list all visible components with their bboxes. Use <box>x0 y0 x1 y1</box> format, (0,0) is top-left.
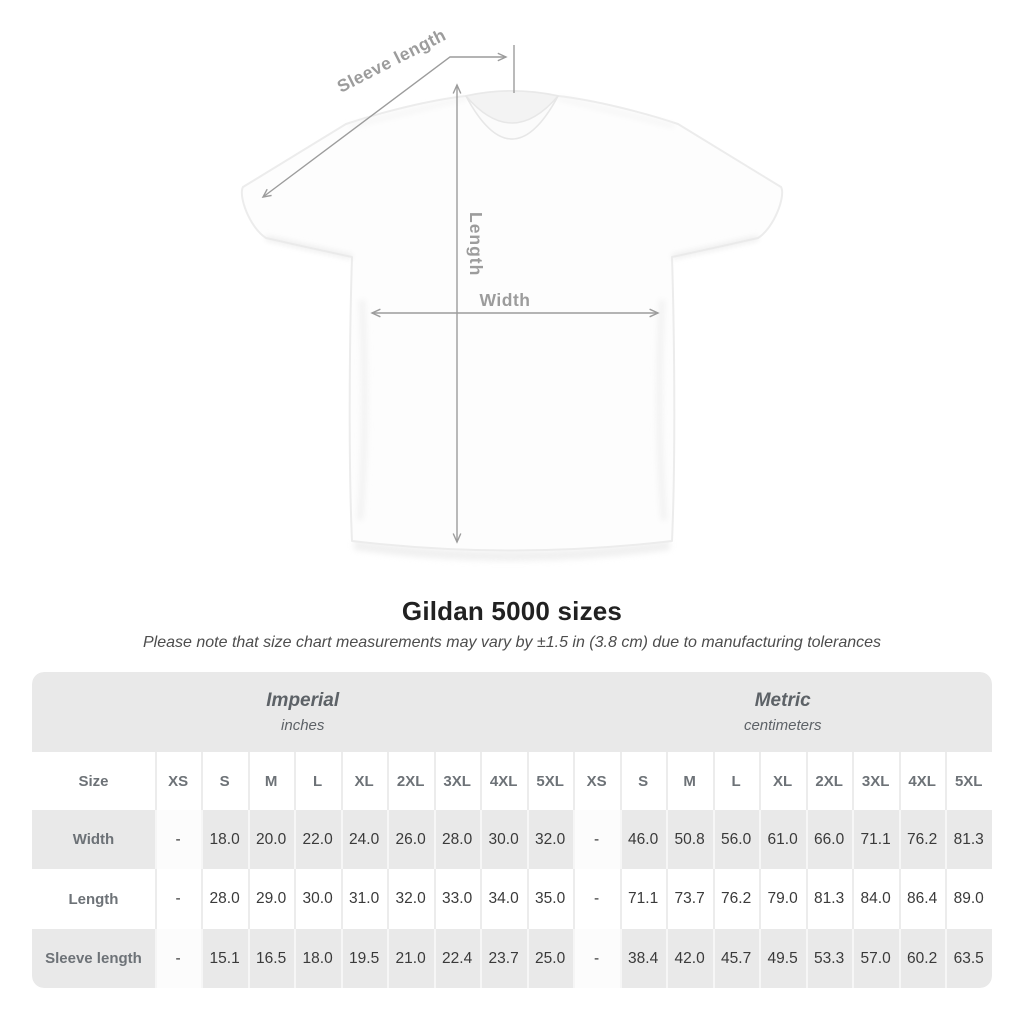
length-label: Length <box>466 212 486 277</box>
table-cell: 18.0 <box>294 929 341 988</box>
table-cell: 30.0 <box>480 810 527 869</box>
table-cell: 21.0 <box>387 929 434 988</box>
tshirt-shape <box>242 91 782 551</box>
table-cell: - <box>573 929 620 988</box>
table-cell: 35.0 <box>527 869 574 929</box>
row-label: Length <box>32 869 155 929</box>
table-cell: 34.0 <box>480 869 527 929</box>
header-cell: 3XL <box>852 752 899 810</box>
header-cell: 4XL <box>899 752 946 810</box>
header-cell: 2XL <box>387 752 434 810</box>
width-row <box>32 810 992 869</box>
imperial-group <box>32 672 573 752</box>
table-cell: 28.0 <box>201 869 248 929</box>
table-cell: 19.5 <box>341 929 388 988</box>
page-title: Gildan 5000 sizes <box>401 596 623 626</box>
table-cell: 71.1 <box>852 810 899 869</box>
table-cell: 25.0 <box>527 929 574 988</box>
table-cell: 89.0 <box>945 869 992 929</box>
table-cell: 18.0 <box>201 810 248 869</box>
table-cell: 66.0 <box>806 810 853 869</box>
table-cell: 23.7 <box>480 929 527 988</box>
header-cell: 4XL <box>480 752 527 810</box>
table-cell: 32.0 <box>387 869 434 929</box>
table-cell: - <box>155 929 202 988</box>
imperial-group-unit: inches <box>281 717 325 734</box>
header-cell: M <box>666 752 713 810</box>
table-cell: 73.7 <box>666 869 713 929</box>
imperial-group-title: Imperial <box>266 690 340 711</box>
table-cell: 24.0 <box>341 810 388 869</box>
table-cell: 50.8 <box>666 810 713 869</box>
table-cell: 29.0 <box>248 869 295 929</box>
header-cell: 2XL <box>806 752 853 810</box>
table-cell: 26.0 <box>387 810 434 869</box>
table-cell: - <box>573 869 620 929</box>
table-cell: 31.0 <box>341 869 388 929</box>
table-cell: 79.0 <box>759 869 806 929</box>
table-cell: 16.5 <box>248 929 295 988</box>
table-cell: 63.5 <box>945 929 992 988</box>
width-label: Width <box>479 290 531 310</box>
table-cell: 60.2 <box>899 929 946 988</box>
tolerance-note: Please note that size chart measurements may vary by ±1.5 in (3.8 cm) due to manufacturing tolerances <box>142 634 882 651</box>
header-cell: L <box>294 752 341 810</box>
size-table <box>32 672 992 988</box>
length-row <box>32 869 992 929</box>
header-cell: S <box>620 752 667 810</box>
table-cell: 86.4 <box>899 869 946 929</box>
table-cell: 49.5 <box>759 929 806 988</box>
header-cell: XL <box>341 752 388 810</box>
table-cell: 46.0 <box>620 810 667 869</box>
table-cell: - <box>155 869 202 929</box>
table-cell: 15.1 <box>201 929 248 988</box>
table-cell: 28.0 <box>434 810 481 869</box>
table-cell: 32.0 <box>527 810 574 869</box>
table-cell: 42.0 <box>666 929 713 988</box>
size-column-header: Size <box>32 752 155 810</box>
table-cell: 45.7 <box>713 929 760 988</box>
table-cell: 81.3 <box>806 869 853 929</box>
table-cell: - <box>573 810 620 869</box>
table-cell: 81.3 <box>945 810 992 869</box>
table-cell: 53.3 <box>806 929 853 988</box>
table-cell: 76.2 <box>713 869 760 929</box>
header-cell: L <box>713 752 760 810</box>
table-cell: 22.4 <box>434 929 481 988</box>
header-cell: 3XL <box>434 752 481 810</box>
measurements-table <box>32 752 992 988</box>
metric-group-title: Metric <box>754 690 811 711</box>
table-cell: 71.1 <box>620 869 667 929</box>
header-cell: XS <box>573 752 620 810</box>
header-cell: 5XL <box>527 752 574 810</box>
metric-group-unit: centimeters <box>743 717 822 734</box>
table-cell: 22.0 <box>294 810 341 869</box>
table-cell: 33.0 <box>434 869 481 929</box>
table-cell: 30.0 <box>294 869 341 929</box>
table-cell: 56.0 <box>713 810 760 869</box>
sleeve-length-label: Sleeve length <box>333 24 450 97</box>
table-cell: 61.0 <box>759 810 806 869</box>
table-cell: 76.2 <box>899 810 946 869</box>
table-cell: 20.0 <box>248 810 295 869</box>
table-cell: 38.4 <box>620 929 667 988</box>
unit-group-header <box>32 672 992 752</box>
row-label: Sleeve length <box>32 929 155 988</box>
header-cell: M <box>248 752 295 810</box>
metric-group <box>573 672 992 752</box>
header-cell: S <box>201 752 248 810</box>
header-cell: 5XL <box>945 752 992 810</box>
table-cell: 84.0 <box>852 869 899 929</box>
size-header-row <box>32 752 992 810</box>
table-cell: - <box>155 810 202 869</box>
table-cell: 57.0 <box>852 929 899 988</box>
row-label: Width <box>32 810 155 869</box>
sleeve-length-row <box>32 929 992 988</box>
header-cell: XS <box>155 752 202 810</box>
header-cell: XL <box>759 752 806 810</box>
